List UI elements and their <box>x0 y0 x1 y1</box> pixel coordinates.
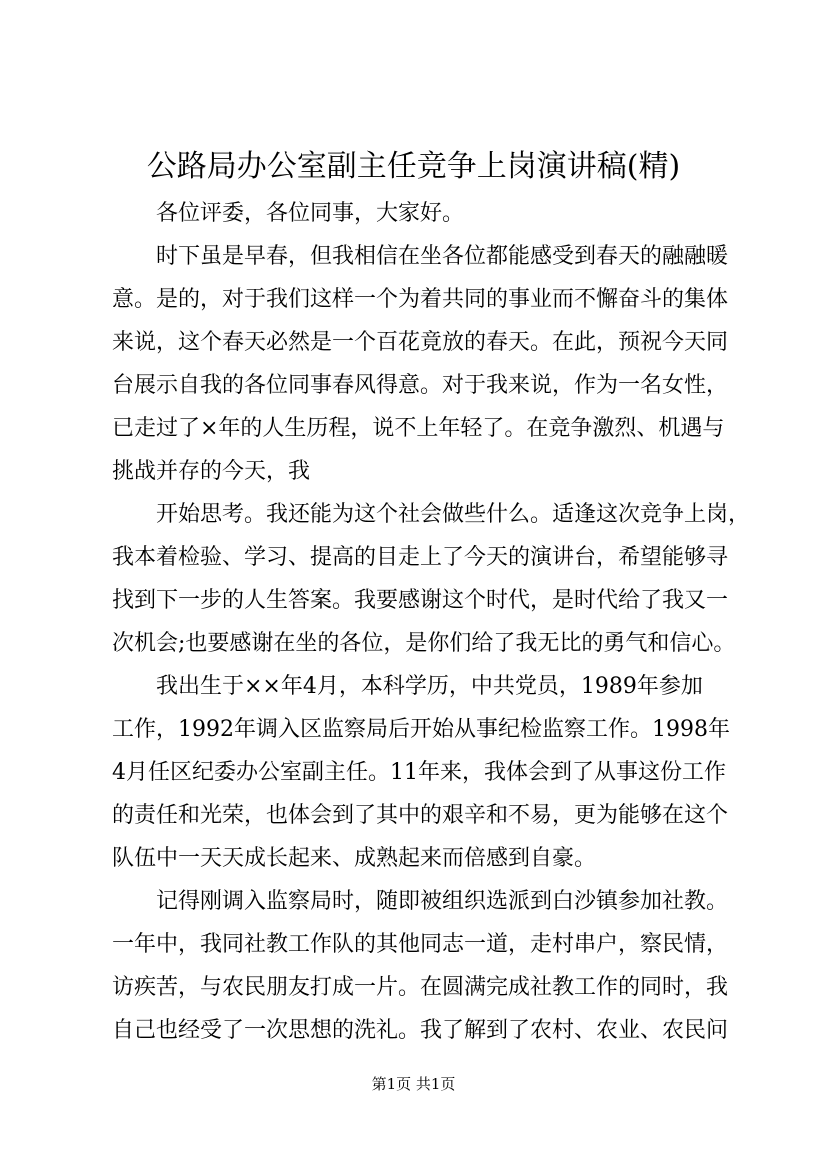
text-line: 次机会;也要感谢在坐的各位，是你们给了我无比的勇气和信心。 <box>112 631 736 656</box>
text-line: 意。是的，对于我们这样一个为着共同的事业而不懈奋斗的集体 <box>112 287 729 312</box>
document-body <box>112 192 751 1052</box>
text-line: 记得刚调入监察局时，随即被组织选派到白沙镇参加社教。 <box>112 889 729 914</box>
text-line: 的责任和光荣，也体会到了其中的艰辛和不易，更为能够在这个 <box>112 803 729 828</box>
text-line: 各位评委，各位同事，大家好。 <box>112 201 465 226</box>
text-line: 我出生于××年4月，本科学历，中共党员，1989年参加 <box>112 674 703 699</box>
text-line: 4月任区纪委办公室副主任。11年来，我体会到了从事这份工作 <box>112 760 726 785</box>
text-line: 一年中，我同社教工作队的其他同志一道，走村串户，察民情， <box>112 932 729 957</box>
text-line: 时下虽是早春，但我相信在坐各位都能感受到春天的融融暖 <box>112 244 729 269</box>
text-line: 我本着检验、学习、提高的目走上了今天的演讲台，希望能够寻 <box>112 545 729 570</box>
page-footer: 第1页 共1页 <box>371 1075 456 1093</box>
text-line: 找到下一步的人生答案。我要感谢这个时代，是时代给了我又一 <box>112 588 729 613</box>
text-line: 来说，这个春天必然是一个百花竟放的春天。在此，预祝今天同 <box>112 330 729 355</box>
text-line: 已走过了×年的人生历程，说不上年轻了。在竞争激烈、机遇与 <box>112 416 725 441</box>
text-line: 台展示自我的各位同事春风得意。对于我来说，作为一名女性， <box>112 373 729 398</box>
text-line: 开始思考。我还能为这个社会做些什么。适逢这次竞争上岗， <box>112 502 751 527</box>
text-line: 自己也经受了一次思想的洗礼。我了解到了农村、农业、农民问 <box>112 1018 729 1043</box>
text-line: 工作，1992年调入区监察局后开始从事纪检监察工作。1998年 <box>112 717 730 742</box>
text-line: 挑战并存的今天，我 <box>112 459 311 484</box>
text-line: 访疾苦，与农民朋友打成一片。在圆满完成社教工作的同时，我 <box>112 975 729 1000</box>
document-title: 公路局办公室副主任竞争上岗演讲稿(精) <box>146 149 681 184</box>
text-line: 队伍中一天天成长起来、成熟起来而倍感到自豪。 <box>112 846 597 871</box>
